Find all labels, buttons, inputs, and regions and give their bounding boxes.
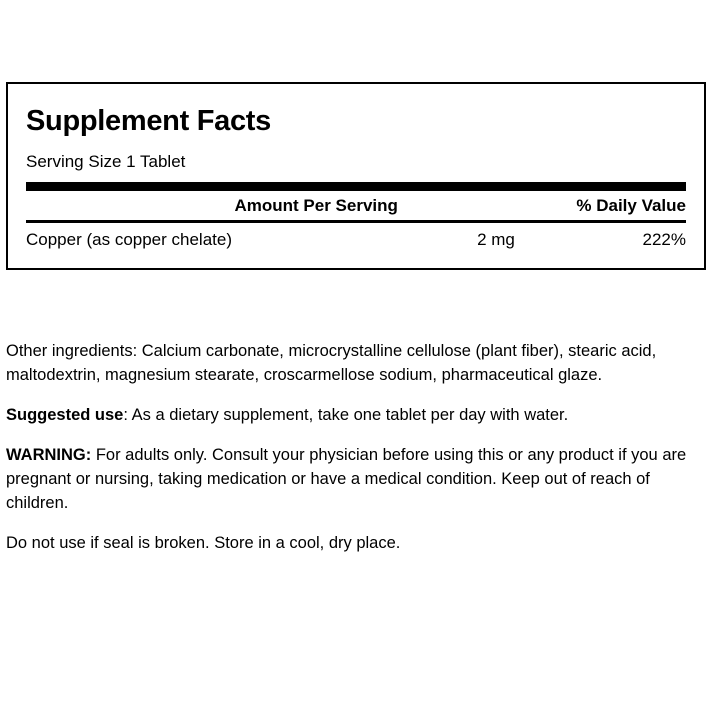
header-daily-value: % Daily Value	[576, 196, 686, 216]
serving-size: Serving Size 1 Tablet	[26, 151, 186, 171]
suggested-use-label: Suggested use	[6, 405, 124, 424]
header-amount-per-serving: Amount Per Serving	[234, 196, 398, 216]
storage-paragraph: Do not use if seal is broken. Store in a cool, dry place.	[6, 533, 401, 552]
warning-text: For adults only. Consult your physician before using this or any product if you are pregnant or nursing, taking medication or have a medical condition. Keep out of reach of children.	[6, 445, 687, 512]
table-header-row	[26, 191, 686, 220]
other-ingredients-paragraph: Other ingredients: Calcium carbonate, microcrystalline cellulose (plant fiber), stearic acid, maltodextrin, magnesium stearate, croscarmellose sodium, pharmaceutical glaze.	[6, 342, 657, 384]
nutrient-name: Copper (as copper chelate)	[26, 230, 233, 250]
panel-title: Supplement Facts	[26, 105, 271, 137]
suggested-use-text: : As a dietary supplement, take one tablet per day with water.	[123, 405, 569, 424]
nutrient-daily-value: 222%	[642, 230, 686, 250]
label-body-text	[6, 340, 706, 571]
nutrient-amount: 2 mg	[477, 230, 515, 250]
table-row	[26, 223, 686, 258]
suggested-use-paragraph	[6, 404, 706, 428]
warning-paragraph	[6, 444, 706, 516]
supplement-facts-panel	[6, 82, 706, 270]
warning-label: WARNING:	[6, 445, 92, 464]
divider-thick-top	[26, 182, 686, 191]
